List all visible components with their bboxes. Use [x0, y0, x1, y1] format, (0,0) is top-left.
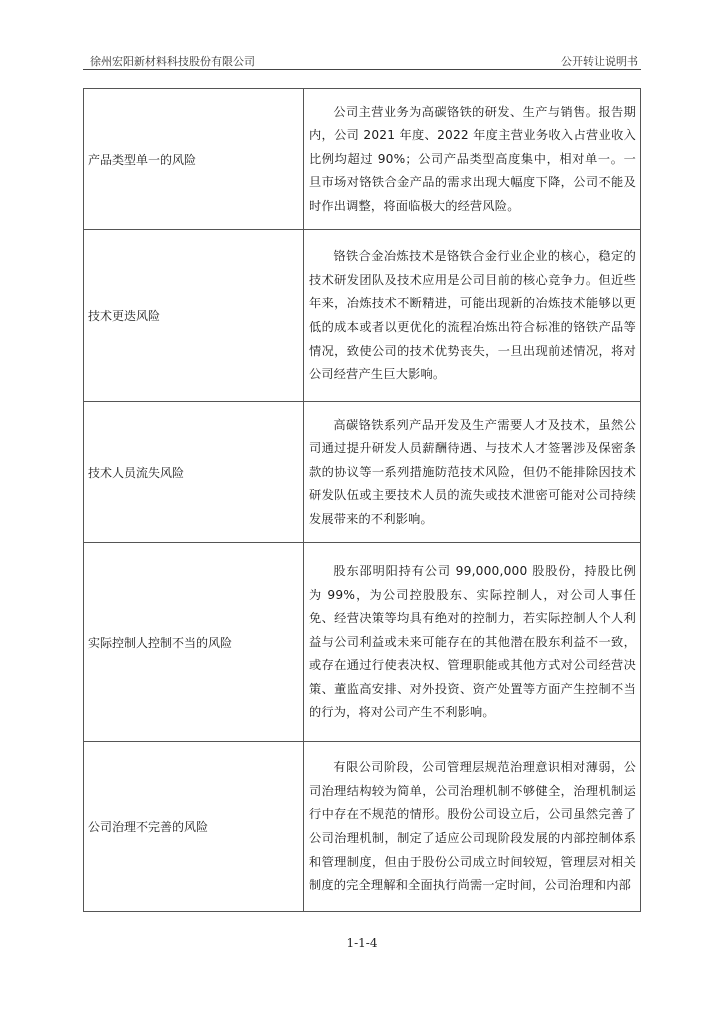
document-title: 公开转让说明书 — [561, 55, 638, 68]
page-number: 1-1-4 — [346, 936, 378, 950]
header-divider — [83, 69, 641, 70]
page-header — [83, 50, 641, 70]
table-row — [84, 402, 641, 543]
risk-description: 公司主营业务为高碳铬铁的研发、生产与销售。报告期内，公司 2021 年度、2022 年度主营业务收入占营业收入比例均超过 90%；公司产品类型高度集中，相对单一。一旦市场对铬铁合金产品的需求出现大幅度下降，公司不能及时作出调整，将面临极大的经营风险。 — [304, 89, 641, 230]
risk-name: 公司治理不完善的风险 — [84, 742, 304, 912]
table-row — [84, 89, 641, 230]
table-row — [84, 742, 641, 912]
risk-name: 技术人员流失风险 — [84, 402, 304, 543]
risk-description: 有限公司阶段，公司管理层规范治理意识相对薄弱，公司治理结构较为简单，公司治理机制不够健全，治理机制运行中存在不规范的情形。股份公司设立后，公司虽然完善了公司治理机制，制定了适应公司现阶段发展的内部控制体系和管理制度，但由于股份公司成立时间较短，管理层对相关制度的完全理解和全面执行尚需一定时间，公司治理和内部 — [304, 742, 641, 912]
risk-description: 高碳铬铁系列产品开发及生产需要人才及技术，虽然公司通过提升研发人员薪酬待遇、与技术人才签署涉及保密条款的协议等一系列措施防范技术风险，但仍不能排除因技术研发队伍或主要技术人员的流失或技术泄密可能对公司持续发展带来的不利影响。 — [304, 402, 641, 543]
risk-name: 技术更迭风险 — [84, 230, 304, 402]
risk-table — [83, 88, 641, 912]
risk-name: 实际控制人控制不当的风险 — [84, 543, 304, 742]
risk-description: 铬铁合金冶炼技术是铬铁合金行业企业的核心，稳定的技术研发团队及技术应用是公司目前的核心竞争力。但近些年来，冶炼技术不断精进，可能出现新的冶炼技术能够以更低的成本或者以更优化的流程冶炼出符合标准的铬铁产品等情况，致使公司的技术优势丧失，一旦出现前述情况，将对公司经营产生巨大影响。 — [304, 230, 641, 402]
risk-name: 产品类型单一的风险 — [84, 89, 304, 230]
table-row — [84, 230, 641, 402]
company-name: 徐州宏阳新材料科技股份有限公司 — [90, 55, 255, 68]
table-row — [84, 543, 641, 742]
risk-description: 股东邵明阳持有公司 99,000,000 股股份，持股比例为 99%，为公司控股股东、实际控制人，对公司人事任免、经营决策等均具有绝对的控制力，若实际控制人个人利益与公司利益或未来可能存在的其他潜在股东利益不一致，或存在通过行使表决权、管理职能或其他方式对公司经营决策、董监高安排、对外投资、资产处置等方面产生控制不当的行为，将对公司产生不利影响。 — [304, 543, 641, 742]
